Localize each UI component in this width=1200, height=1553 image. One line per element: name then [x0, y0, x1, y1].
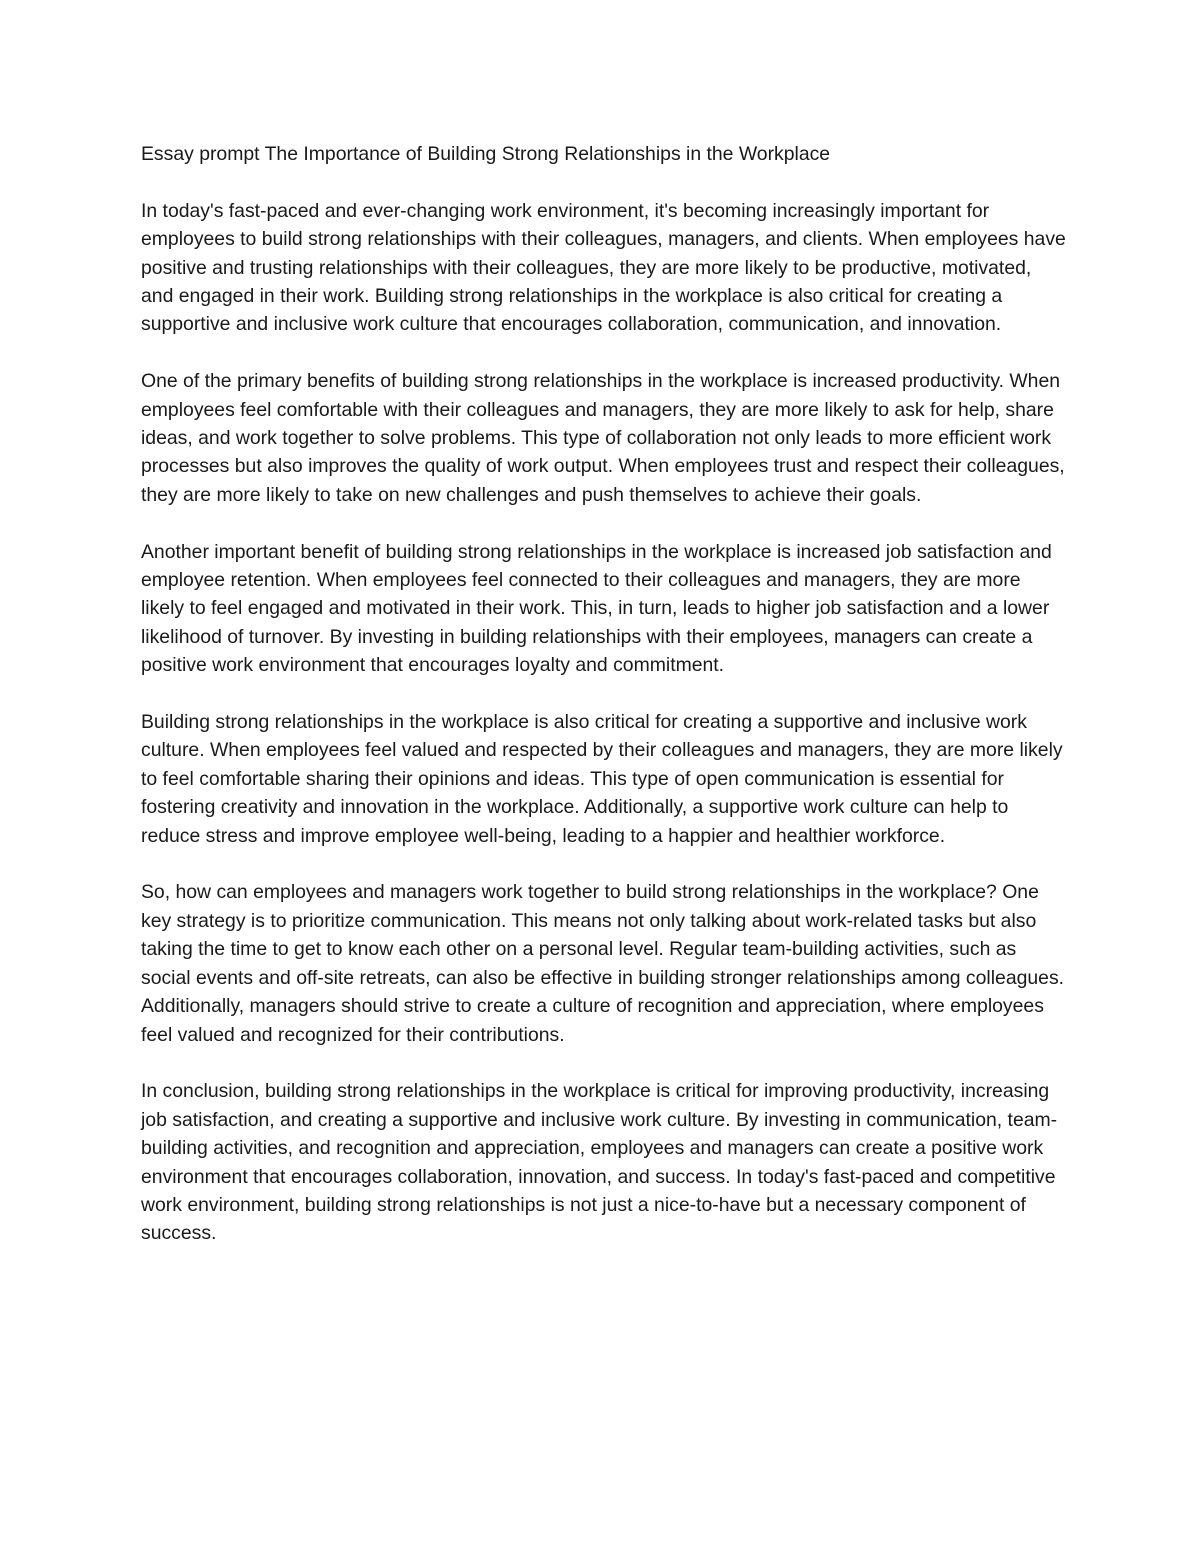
- paragraph-introduction: In today's fast-paced and ever-changing work environment, it's becoming increasingly important for employees to build strong relationships with their colleagues, managers, and clients. When employees have positive and trusting relationships with their colleagues, they are more likely to be productive, motivated, and engaged in their work. Building strong relationships in the workplace is also critical for creating a supportive and inclusive work culture that encourages collaboration, communication, and innovation.: [141, 199, 1066, 336]
- paragraph-productivity: One of the primary benefits of building strong relationships in the workplace is increased productivity. When employees feel comfortable with their colleagues and managers, they are more likely to ask for help, share ideas, and work together to solve problems. This type of collaboration not only leads to more efficient work processes but also improves the quality of work output. When employees trust and respect their colleagues, they are more likely to take on new challenges and push themselves to achieve their goals.: [141, 370, 1065, 506]
- document-body: [141, 140, 1066, 1276]
- paragraph-conclusion: In conclusion, building strong relationships in the workplace is critical for improving productivity, increasing job satisfaction, and creating a supportive and inclusive work culture. By investing in communication, team-building activities, and recognition and appreciation, employees and managers can create a positive work environment that encourages collaboration, innovation, and success. In today's fast-paced and competitive work environment, building strong relationships is not just a nice-to-have but a necessary component of success.: [141, 1080, 1058, 1245]
- paragraph-work-culture: Building strong relationships in the workplace is also critical for creating a supportive and inclusive work culture. When employees feel valued and respected by their colleagues and managers, they are more likely to feel comfortable sharing their opinions and ideas. This type of open communication is essential for fostering creativity and innovation in the workplace. Additionally, a supportive work culture can help to reduce stress and improve employee well-being, leading to a happier and healthier workforce.: [141, 711, 1063, 847]
- paragraph-job-satisfaction: Another important benefit of building strong relationships in the workplace is increased job satisfaction and employee retention. When employees feel connected to their colleagues and managers, they are more likely to feel engaged and motivated in their work. This, in turn, leads to higher job satisfaction and a lower likelihood of turnover. By investing in building relationships with their employees, managers can create a positive work environment that encourages loyalty and commitment.: [141, 540, 1052, 677]
- paragraph-strategies: So, how can employees and managers work together to build strong relationships in the workplace? One key strategy is to prioritize communication. This means not only talking about work-related tasks but also taking the time to get to know each other on a personal level. Regular team-building activities, such as social events and off-site retreats, can also be effective in building stronger relationships among colleagues. Additionally, managers should strive to create a culture of recognition and appreciation, where employees feel valued and recognized for their contributions.: [141, 881, 1065, 1046]
- essay-title: Essay prompt The Importance of Building Strong Relationships in the Workplace: [141, 143, 831, 165]
